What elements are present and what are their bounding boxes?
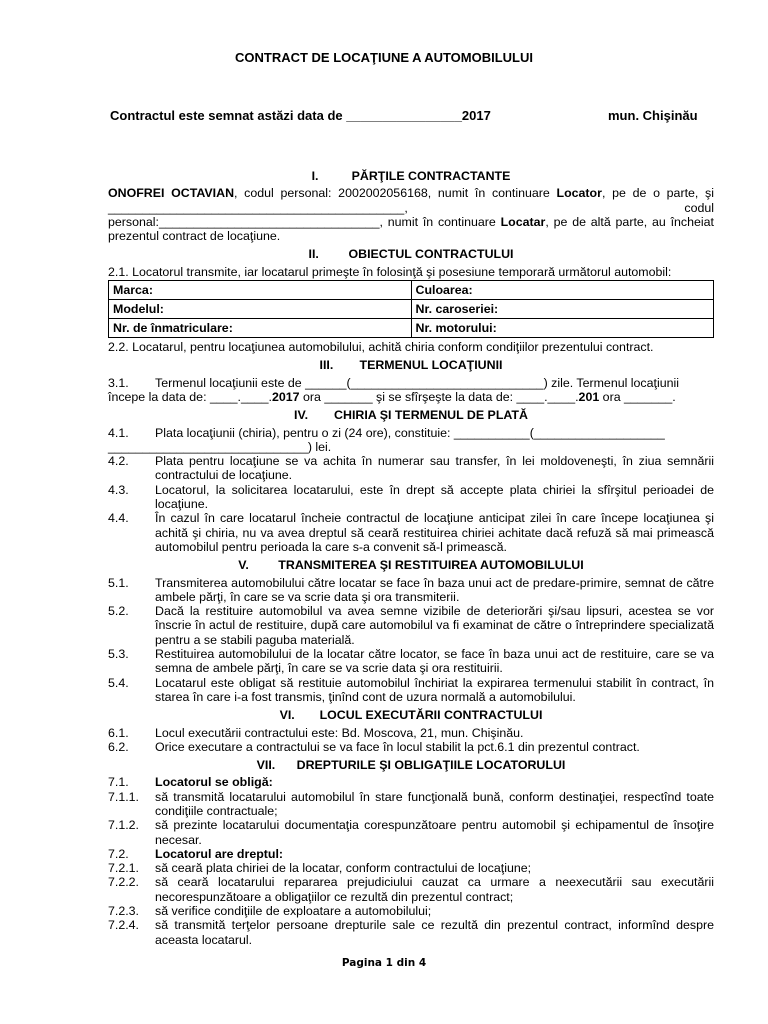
signing-city: mun. Chişinău	[608, 108, 698, 123]
clause-2-1: 2.1. Locatorul transmite, iar locatarul primeşte în folosinţă şi posesiune temporară următorul automobil:	[108, 264, 672, 279]
table-cell: Culoarea:	[411, 281, 714, 300]
table-row	[109, 281, 714, 300]
section-heading-4: IV. CHIRIA ŞI TERMENUL DE PLATĂ	[294, 408, 528, 423]
section-heading-5: V. TRANSMITEREA ŞI RESTITUIREA AUTOMOBILULUI	[238, 558, 584, 573]
clause-5-2: 5.2. Dacă la restituire automobilul va avea semne vizibile de deteriorări şi/sau lipsuri, acestea se vor înscrie în actul de restituire, după care automobilul va fi examinat de către o întreprindere specializată pentru a se stabili paguba materială.	[108, 604, 714, 647]
section-heading-6: VI. LOCUL EXECUTĂRII CONTRACTULUI	[279, 708, 543, 723]
signing-line: Contractul este semnat astăzi data de ________________2017	[110, 108, 491, 123]
vehicle-table	[108, 280, 714, 338]
clause-3-1-cont: începe la data de: ____.____.2017 ora _______ şi se sfîrşeşte la data de: ____.____.201 ora _______.	[108, 389, 676, 404]
clause-7-2-3: 7.2.3. să verifice condiţiile de exploatare a automobilului;	[108, 904, 432, 919]
clause-6-1: 6.1. Locul executării contractului este: Bd. Moscova, 21, mun. Chişinău.	[108, 725, 524, 740]
table-cell: Nr. motorului:	[411, 319, 714, 338]
clause-4-4: 4.4. În cazul în care locatarul încheie contractul de locaţiune anticipat zilei în care începe locaţiunea şi achită şi chiria, nu va avea dreptul să ceară restituirea chiriei achitate dacă refuză să mai primească automobilul pentru perioada la care s-a convenit să-l primească.	[108, 511, 714, 554]
document-body	[108, 165, 714, 947]
section-heading-2: II. OBIECTUL CONTRACTULUI	[308, 247, 514, 262]
clause-7-1-2: 7.1.2. să prezinte locatarului documentaţia corespunzătoare pentru automobil şi echipamentul de însoţire necesar.	[108, 818, 714, 847]
clause-7-1: 7.1. Locatorul se obligă:	[108, 775, 273, 790]
clause-5-1: 5.1. Transmiterea automobilului către locatar se face în baza unui act de predare-primire, semnat de către ambele părţi, în care se va scrie data şi ora transmiterii.	[108, 575, 714, 604]
clause-4-1: 4.1. Plata locaţiunii (chiria), pentru o zi (24 ore), constituie: ___________(___________________	[108, 425, 665, 440]
clause-4-1-cont: _____________________________) lei.	[108, 439, 332, 454]
section-heading-7: VII. DREPTURILE ŞI OBLIGAŢIILE LOCATORULUI	[256, 758, 566, 773]
clause-2-2: 2.2. Locatarul, pentru locaţiunea automobilului, achită chiria conform condiţiilor prezentului contract.	[108, 340, 654, 355]
clause-7-2-4: 7.2.4. să transmită terţelor persoane drepturile sale ce rezultă din prezentul contract, informînd despre aceasta locatarul.	[108, 918, 714, 947]
clause-7-2-1: 7.2.1. să ceară plata chiriei de la locatar, conform contractului de locaţiune;	[108, 861, 532, 876]
clause-4-2: 4.2. Plata pentru locaţiune se va achita în numerar sau transfer, în lei moldoveneşti, în ziua semnării contractului de locaţiune.	[108, 454, 714, 483]
clause-3-1: 3.1. Termenul locaţiunii este de ______(____________________________) zile. Termenul locaţiunii	[108, 375, 680, 390]
table-row	[109, 300, 714, 319]
section-heading-1: I. PĂRŢILE CONTRACTANTE	[311, 169, 511, 183]
clause-5-3: 5.3. Restituirea automobilului de la locatar către locator, se face în baza unui act de restituire, care se va semna de ambele părţi, în care se va scrie data şi ora restituirii.	[108, 647, 714, 676]
page-number: Pagina 1 din 4	[341, 957, 427, 969]
table-cell: Nr. caroseriei:	[411, 300, 714, 319]
table-row	[109, 319, 714, 338]
clause-5-4: 5.4. Locatarul este obligat să restituie automobilul închiriat la expirarea termenului stabilit în contract, în starea în care i-a fost transmis, ţinînd cont de uzura normală a automobilului.	[108, 675, 714, 704]
table-cell: Nr. de înmatriculare:	[109, 319, 412, 338]
table-cell: Marca:	[109, 281, 412, 300]
clause-7-1-1: 7.1.1. să transmită locatarului automobilul în stare funcţională bună, conform destinaţiei, respectînd toate condiţiile contractuale;	[108, 789, 714, 818]
clause-4-3: 4.3. Locatorul, la solicitarea locatarului, este în drept să accepte plata chiriei la sfîrşitul perioadei de locaţiune.	[108, 482, 714, 512]
clause-7-2-2: 7.2.2. să ceară locatarului repararea prejudiciului cauzat ca urmare a neexecutării sau executării necorespunzătoare a obligaţiilor ce rezultă din prezentul contract;	[108, 875, 714, 904]
parties-paragraph: ONOFREI OCTAVIAN, codul personal: 2002002056168, numit în continuare Locator, pe de o parte, şi ___________________________________________, codul personal:________________________________, numit în continuare Locatar, pe de altă parte, au încheiat prezentul contract de locaţiune.	[108, 186, 715, 244]
table-cell: Modelul:	[109, 300, 412, 319]
clause-7-2: 7.2. Locatorul are dreptul:	[108, 846, 284, 861]
document-title: CONTRACT DE LOCAŢIUNE A AUTOMOBILULUI	[234, 50, 534, 65]
section-heading-3: III. TERMENUL LOCAŢIUNII	[319, 358, 503, 373]
clause-6-2: 6.2. Orice executare a contractului se va face în locul stabilit la pct.6.1 din prezentul contract.	[108, 739, 640, 754]
